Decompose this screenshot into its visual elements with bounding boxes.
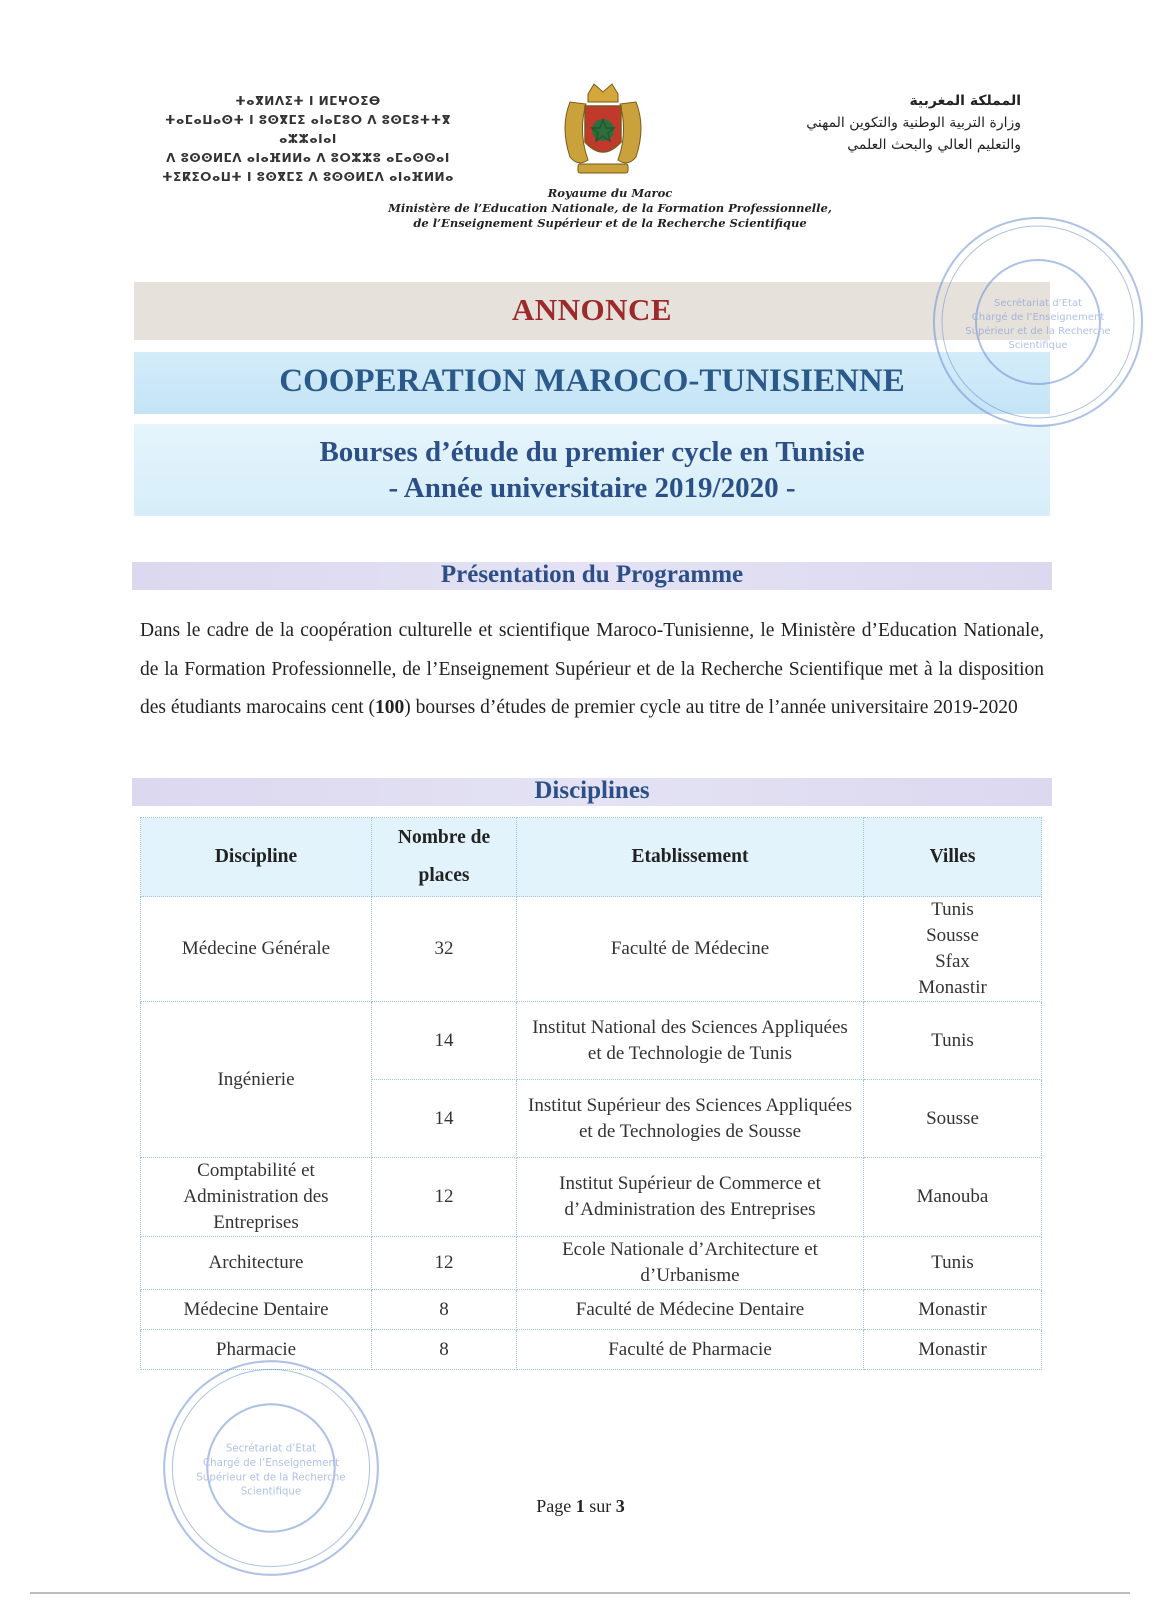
etablissement-cell: Faculté de Médecine Dentaire [517,1290,864,1330]
stamp-line: Scientifique [1008,340,1068,351]
arabic-line: والتعليم العالي والبحث العلمي [847,137,1021,153]
places-cell: 14 [372,1002,517,1080]
arabic-line: وزارة التربية الوطنية والتكوين المهني [806,115,1021,131]
discipline-cell: Comptabilité et Administration des Entreprises [141,1158,372,1237]
etablissement-cell: Institut Supérieur des Sciences Appliquées et de Technologies de Sousse [517,1080,864,1158]
header-line: Nombre de [397,827,491,848]
tifinagh-line: ⵜⵉⴽⵉⵔⴰⵡⵜ ⵏ ⵓⵙⴳⵎⵉ ⴷ ⵓⵙⵙⵍⵎⴷ ⴰⵏⴰⴼⵍⵍⴰ [162,170,454,184]
ville: Monastir [918,1298,987,1320]
bourses-title [134,434,1050,506]
column-header-discipline: Discipline [141,818,372,897]
cooperation-title: COOPERATION MAROCO-TUNISIENNE [279,363,905,399]
moroccan-coat-of-arms-icon [548,72,658,182]
ville: Tunis [931,1252,974,1273]
places-cell: 12 [372,1237,517,1290]
stamp-line: Supérieur et de la Recherche [965,326,1111,337]
ville: Tunis [931,1029,974,1051]
discipline-cell: Pharmacie [141,1330,372,1370]
etablissement-cell: Institut Supérieur de Commerce et d’Administration des Entreprises [517,1158,864,1237]
ville: Monastir [918,1338,987,1360]
annonce-title: ANNONCE [511,292,673,327]
stamp-line: Chargé de l’Enseignement [971,312,1105,323]
ministry-line: de l’Enseignement Supérieur et de la Recherche Scientifique [413,216,807,230]
bourses-line: Bourses d’étude du premier cycle en Tunisie [319,436,865,468]
ville: Sfax [935,951,970,972]
paragraph-text: ) bourses d’études de premier cycle au titre de l’année universitaire 2019-2020 [404,697,1018,718]
column-header-places [372,818,517,897]
etablissement-cell: Faculté de Médecine [517,897,864,1002]
villes-cell [864,1290,1042,1330]
page-sep: sur [589,1496,612,1516]
table-row [141,1002,1042,1080]
official-stamp-icon [158,1355,384,1581]
villes-cell [864,1330,1042,1370]
table-row [141,1237,1042,1290]
ville: Tunis [931,899,974,920]
villes-cell [864,1158,1042,1237]
scholarship-count: 100 [375,697,405,718]
tifinagh-line: ⵜⴰⴳⵍⴷⵉⵜ ⵏ ⵍⵎⵖⵔⵉⴱ [235,94,381,108]
table-row [141,1158,1042,1237]
page-bottom-edge [30,1592,1130,1594]
disciplines-table [140,817,1042,1370]
page-number [0,1496,1161,1517]
stamp-line: Secrétariat d’Etat [993,298,1083,309]
villes-cell [864,1237,1042,1290]
table-row [141,1290,1042,1330]
ville: Manouba [916,1186,989,1207]
page-total: 3 [615,1496,625,1516]
stamp-line: Scientifique [240,1485,302,1498]
presentation-title: Présentation du Programme [440,561,744,588]
stamp-line: Supérieur et de la Recherche [196,1471,346,1484]
discipline-cell: Médecine Dentaire [141,1290,372,1330]
etablissement-cell: Ecole Nationale d’Architecture et d’Urbanisme [517,1237,864,1290]
discipline-cell: Médecine Générale [141,897,372,1002]
villes-cell [864,1002,1042,1080]
tifinagh-line: ⴷ ⵓⵙⵙⵍⵎⴷ ⴰⵏⴰⴼⵍⵍⴰ ⴷ ⵓⵔⵣⵣⵓ ⴰⵎⴰⵙⵙⴰⵏ [166,151,450,165]
villes-cell [864,897,1042,1002]
ville: Sousse [926,925,979,946]
page-label: Page [536,1496,572,1516]
paragraph-text: Dans le cadre de la coopération culturelle et scientifique Maroco-Tunisienne, le Ministère d’Education Nationale, de la Formation Professionnelle, de l’Enseignement Supérieur et de la Recherche Scientifique met à la disposition des étudiants marocains cent ( [140,620,1044,718]
table-header-row [141,818,1042,897]
ville: Sousse [926,1107,979,1129]
arabic-header [731,90,1021,156]
tifinagh-header [138,92,478,187]
etablissement-cell: Institut National des Sciences Appliquées et de Technologie de Tunis [517,1002,864,1080]
arabic-line: المملكة المغربية [909,93,1021,109]
etablissement-cell: Faculté de Pharmacie [517,1330,864,1370]
places-cell: 8 [372,1290,517,1330]
places-cell: 14 [372,1080,517,1158]
official-stamp-icon [928,212,1148,432]
ville: Monastir [918,977,987,998]
ministry-line: Royaume du Maroc [547,186,673,200]
places-cell: 32 [372,897,517,1002]
bourses-line: - Année universitaire 2019/2020 - [388,472,796,504]
header-line: places [418,865,470,886]
places-cell: 8 [372,1330,517,1370]
discipline-cell: Architecture [141,1237,372,1290]
stamp-line: Secrétariat d’Etat [225,1442,317,1455]
places-cell: 12 [372,1158,517,1237]
ministry-line: Ministère de l’Education Nationale, de la Formation Professionnelle, [388,201,832,215]
page-current: 1 [575,1496,585,1516]
ministry-header [320,186,900,231]
disciplines-title: Disciplines [534,777,650,804]
column-header-etablissement: Etablissement [517,818,864,897]
table-row [141,897,1042,1002]
tifinagh-line: ⵜⴰⵎⴰⵡⴰⵙⵜ ⵏ ⵓⵙⴳⵎⵉ ⴰⵏⴰⵎⵓⵔ ⴷ ⵓⵙⵎⵓⵜⵜⴳ ⴰⵣⵣⴰⵏⴰⵏ [165,113,451,146]
discipline-cell: Ingénierie [141,1002,372,1158]
column-header-villes: Villes [864,818,1042,897]
presentation-paragraph [140,612,1044,728]
villes-cell [864,1080,1042,1158]
stamp-line: Chargé de l’Enseignement [202,1456,340,1469]
